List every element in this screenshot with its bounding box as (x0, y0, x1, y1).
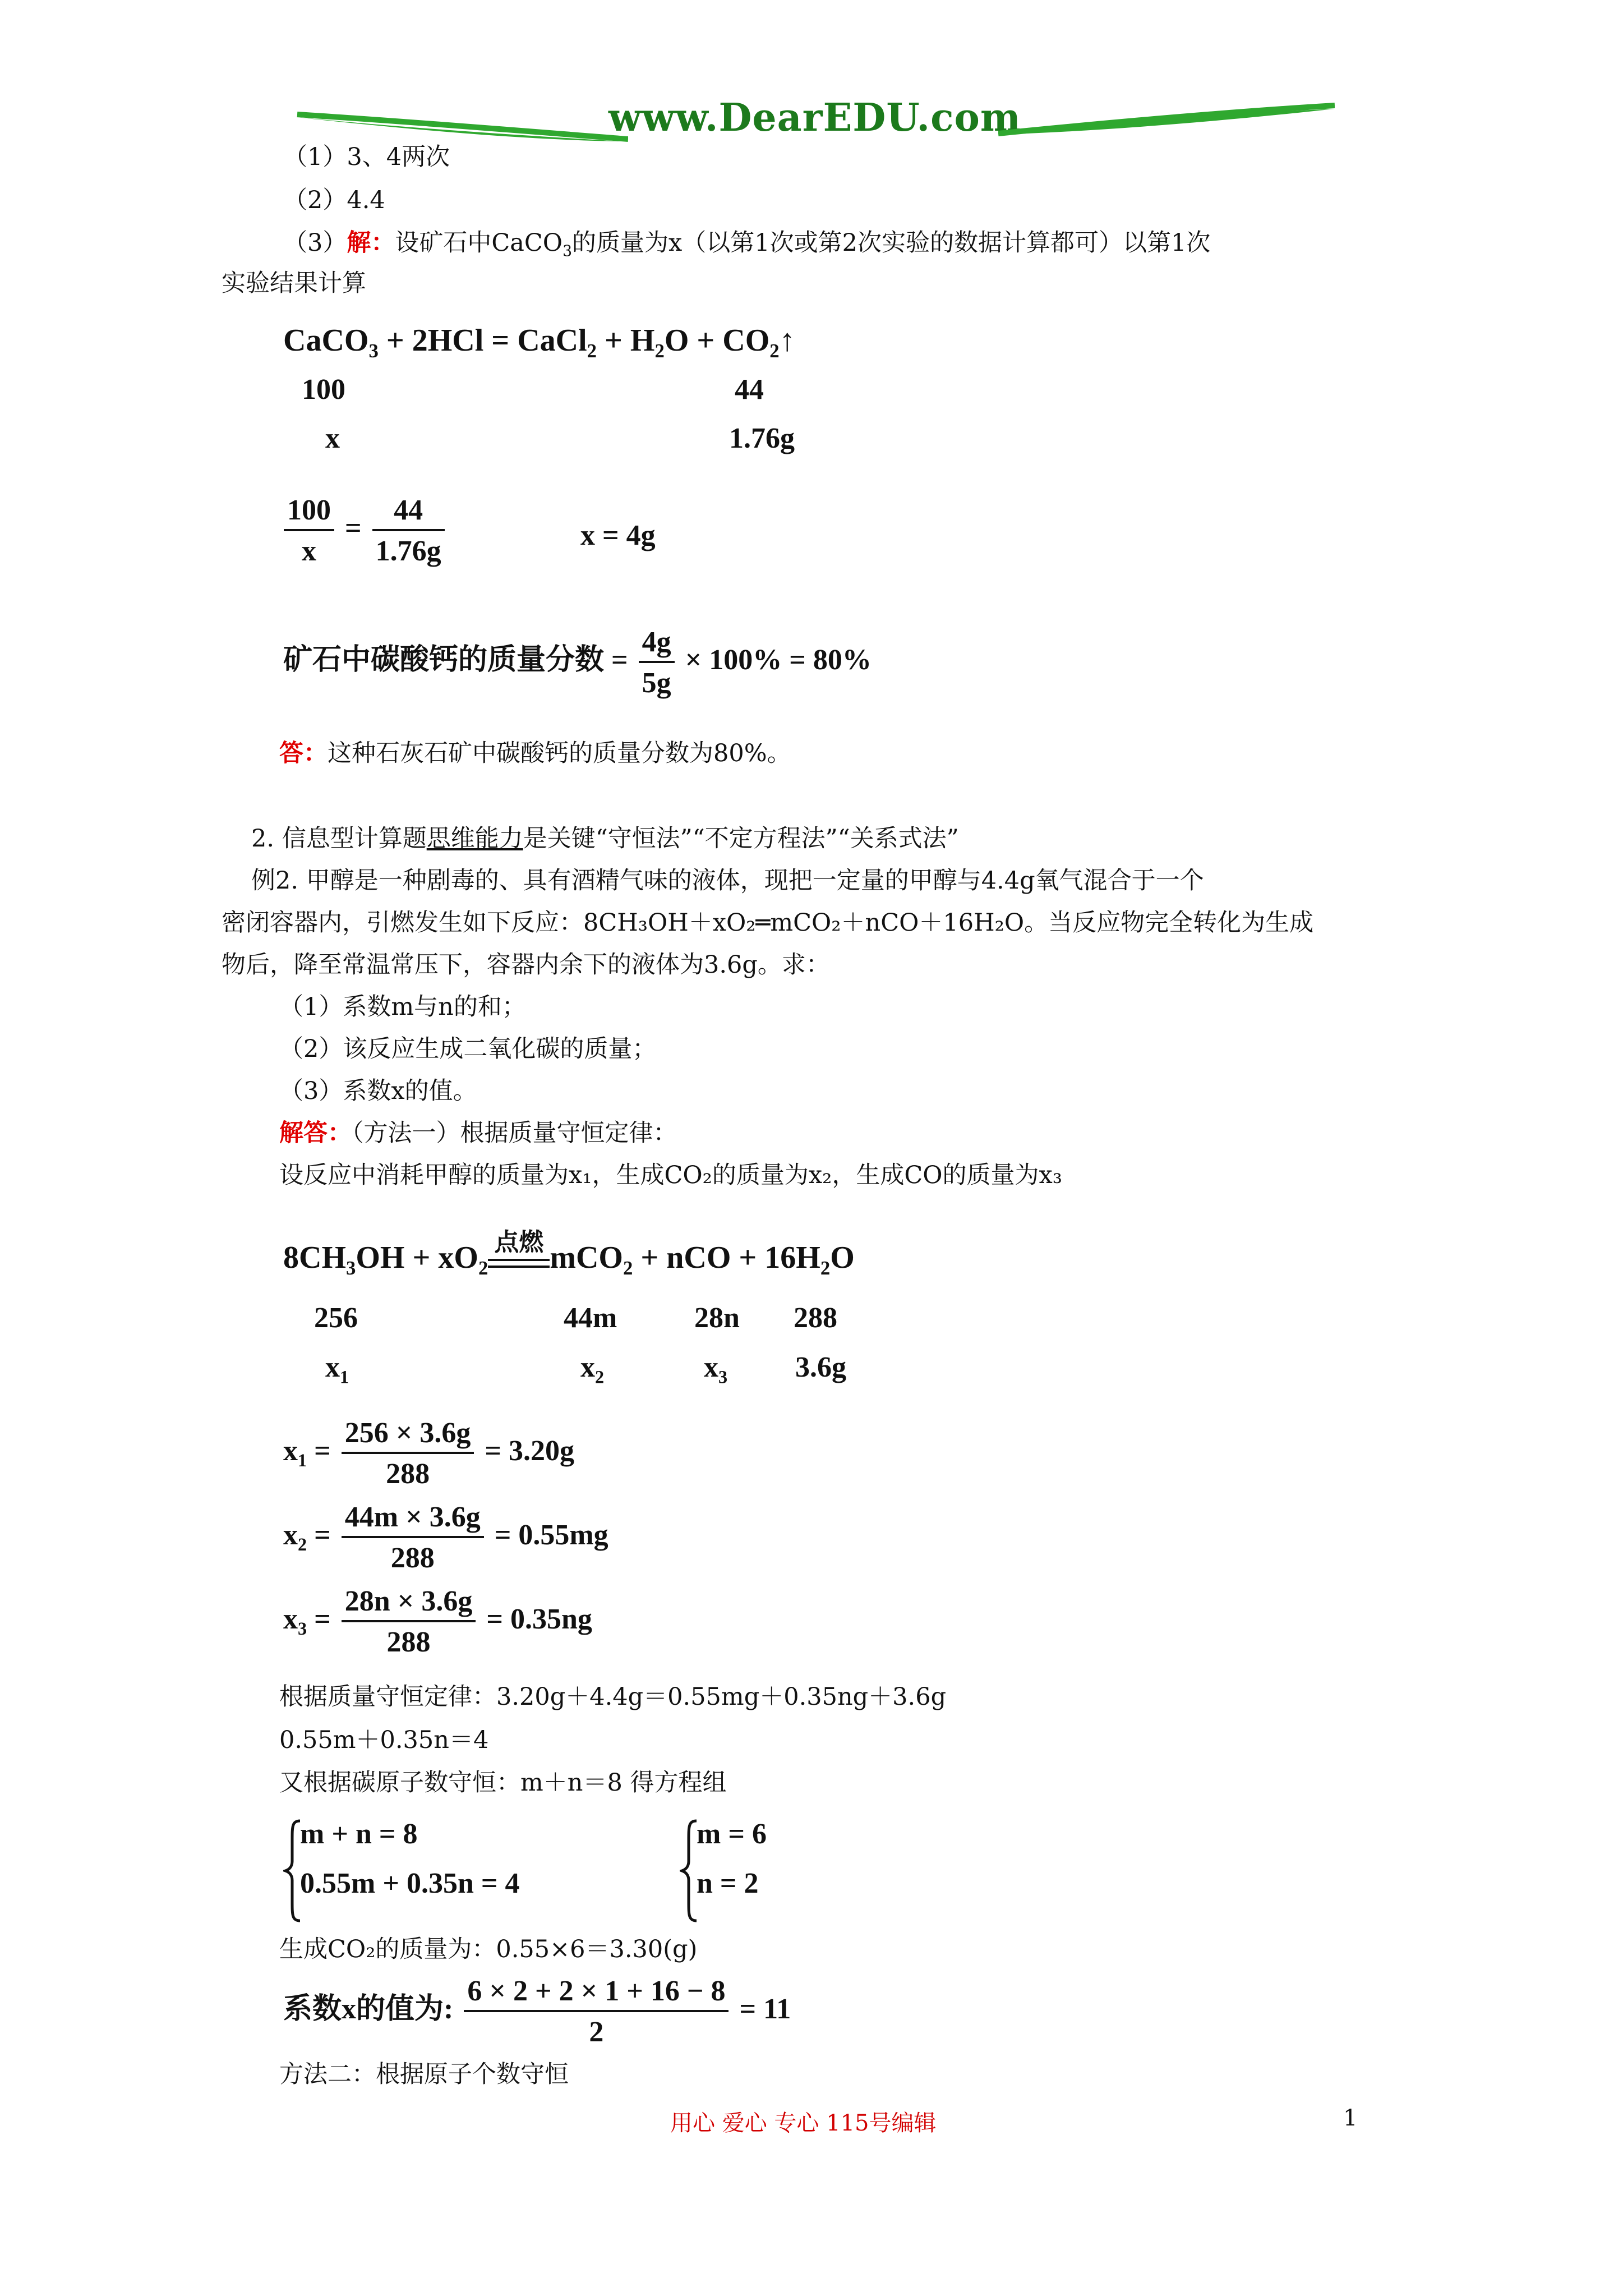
x-value-label: 系数x的值为: (283, 1993, 454, 2025)
fraction-100-x (284, 494, 334, 568)
section-title-text-2: 是关键“守恒法”“不定方程法”“关系式法” (523, 825, 959, 853)
section-2-title (251, 822, 959, 855)
ignition-condition: 点燃 (494, 1228, 544, 1256)
eq1-sub: 2 (654, 340, 665, 362)
calc-x2 (283, 1501, 608, 1575)
solution-n: n = 2 (697, 1867, 759, 1899)
eq2-row2-x1 (325, 1351, 349, 1387)
equals-sign: = (314, 1603, 331, 1635)
solution-intro (279, 1116, 677, 1150)
equals-sign: = (345, 512, 362, 544)
eq2-sub: 2 (820, 1257, 831, 1280)
fraction-num: 6 × 2 + 2 × 1 + 16 − 8 (464, 1975, 728, 2012)
fraction-num: 4g (639, 625, 675, 663)
eq2-row1-28n: 28n (694, 1302, 740, 1334)
site-logo-text: www.DearEDU.com (608, 95, 1021, 140)
eq2-row2-36g: 3.6g (795, 1351, 846, 1383)
fraction-num: 44 (372, 494, 445, 531)
answer-line-1: （1）3、4两次 (283, 143, 450, 171)
eq2-row2-x3 (704, 1351, 728, 1387)
eq2-row1-44m: 44m (564, 1302, 617, 1334)
equals-sign: = (314, 1434, 331, 1467)
footer-text: 用心 爱心 专心 115号编辑 (670, 2110, 937, 2136)
eq1-sub: 2 (587, 340, 597, 362)
eq2-nco-h: + nCO + 16H (633, 1240, 820, 1275)
conservation-line-3: 又根据碳原子数守恒：m＋n＝8 得方程组 (279, 1769, 727, 1797)
calc-result: = 0.55mg (494, 1519, 608, 1551)
question-3: （3）系数x的值。 (279, 1077, 477, 1105)
eq2-row2-x2 (580, 1351, 605, 1387)
var-x: x (325, 1351, 340, 1383)
mass-fraction-line (283, 625, 872, 700)
fraction-den: 2 (589, 2016, 604, 2048)
method-2-line: 方法二：根据原子个数守恒 (279, 2060, 569, 2088)
var-sub: 2 (298, 1534, 307, 1555)
eq2-oh-xo: OH + xO (356, 1240, 478, 1275)
eq1-o-co: O + CO (664, 323, 770, 358)
conservation-line-1: 根据质量守恒定律：3.20g＋4.4g＝0.55mg＋0.35ng＋3.6g (279, 1683, 947, 1711)
equals-sign: = (314, 1519, 331, 1551)
eq2-sub: 2 (623, 1257, 633, 1280)
result-x-4g: x = 4g (580, 519, 656, 551)
var-sub: 3 (718, 1366, 728, 1387)
eq2-ch3: 8CH (283, 1240, 346, 1275)
var-x: x (704, 1351, 718, 1383)
fraction-x1 (342, 1416, 474, 1490)
fraction-den: 1.76g (375, 535, 441, 567)
var-x: x (580, 1351, 595, 1383)
solution-intro-text: （方法一）根据质量守恒定律： (352, 1119, 677, 1147)
answer-line-3-text: 设矿石中 (395, 229, 492, 257)
solution-label-2: 解答： (279, 1119, 352, 1147)
question-2: （2）该反应生成二氧化碳的质量； (279, 1035, 657, 1063)
section-title-underlined: 思维能力 (426, 825, 523, 853)
answer-statement (279, 737, 791, 770)
solution-label: 解： (347, 229, 395, 257)
eq1-sub: 3 (368, 340, 379, 362)
calc-x1 (283, 1416, 574, 1490)
fraction-x3 (342, 1585, 476, 1659)
var-x: x (283, 1434, 298, 1467)
fraction-44-176 (372, 494, 445, 568)
eq2-o: O (830, 1240, 855, 1275)
proportion-1 (280, 494, 448, 568)
fraction-num: 44m × 3.6g (342, 1501, 484, 1538)
example-line-3: 物后，降至常温常压下，容器内余下的液体为3.6g。求： (222, 951, 830, 979)
mass-fraction-label: 矿石中碳酸钙的质量分数 = (283, 643, 628, 676)
var-x: x (283, 1519, 298, 1551)
answer-line-3 (283, 226, 1210, 260)
ignition-equals (488, 1228, 550, 1268)
co2-mass-line: 生成CO₂的质量为：0.55×6＝3.30(g) (279, 1935, 698, 1963)
eq1-row2-co2: 1.76g (729, 422, 795, 454)
x-value-result: = 11 (739, 1993, 791, 2025)
question-1: （1）系数m与n的和； (279, 993, 526, 1021)
equation-methanol (283, 1228, 855, 1280)
gas-arrow-icon: ↑ (779, 323, 795, 358)
fraction-x2 (342, 1501, 484, 1575)
eq2-sub: 2 (478, 1257, 488, 1280)
fraction-x-value (464, 1975, 728, 2049)
example-line-1: 例2. 甲醇是一种剧毒的、具有酒精气味的液体，现把一定量的甲醇与4.4g氧气混合于一个 (251, 867, 1204, 895)
eq2-row1-256: 256 (314, 1302, 358, 1334)
section-title-text: 2. 信息型计算题 (251, 825, 427, 853)
eq2-mco: mCO (550, 1240, 623, 1275)
equation-caco3-hcl (283, 323, 795, 362)
eq2-row1-288: 288 (794, 1302, 837, 1334)
eq1-h: + H (597, 323, 655, 358)
set-variables-line: 设反应中消耗甲醇的质量为x₁，生成CO₂的质量为x₂，生成CO的质量为x₃ (279, 1161, 1063, 1189)
formula-caco3: CaCO (491, 229, 563, 257)
var-sub: 1 (340, 1366, 349, 1387)
var-sub: 3 (298, 1618, 307, 1639)
answer-label: 答： (279, 739, 328, 767)
calc-result: = 3.20g (485, 1434, 575, 1467)
answer-text: 这种石灰石矿中碳酸钙的质量分数为80%。 (328, 739, 791, 767)
eq1-row1-caco3: 100 (302, 374, 345, 406)
fraction-den: x (302, 535, 316, 567)
mass-fraction-tail: × 100% = 80% (685, 643, 872, 676)
fraction-den: 288 (386, 1458, 430, 1490)
eq1-hcl-cacl: + 2HCl = CaCl (378, 323, 587, 358)
var-sub: 2 (595, 1366, 605, 1387)
x-value-line (283, 1975, 791, 2049)
var-sub: 1 (298, 1450, 307, 1471)
conservation-line-2: 0.55m＋0.35n＝4 (279, 1726, 489, 1754)
eq2-sub: 3 (346, 1257, 356, 1280)
eq1-row1-co2: 44 (735, 374, 764, 406)
calc-x3 (283, 1585, 592, 1659)
answer-line-3-prefix: （3） (283, 229, 347, 257)
answer-line-4: 实验结果计算 (222, 269, 366, 297)
answer-line-3-text-2: 的质量为x（以第1次或第2次实验的数据计算都可）以第1次 (572, 229, 1211, 257)
solution-m: m = 6 (697, 1818, 767, 1850)
var-x: x (283, 1603, 298, 1635)
leaf-swoosh-right-icon (998, 101, 1335, 146)
system-eq-2: 0.55m + 0.35n = 4 (300, 1867, 520, 1899)
fraction-num: 100 (284, 494, 334, 531)
system-eq-1: m + n = 8 (300, 1818, 418, 1850)
fraction-4g-5g (639, 625, 675, 700)
example-line-2: 密闭容器内，引燃发生如下反应：8CH₃OH＋xO₂═mCO₂＋nCO＋16H₂O。当反应物完全转化为生成 (222, 909, 1314, 937)
page-number: 1 (1343, 2105, 1358, 2131)
fraction-num: 28n × 3.6g (342, 1585, 476, 1622)
formula-sub: 3 (562, 242, 573, 260)
fraction-den: 288 (386, 1626, 431, 1658)
calc-result: = 0.35ng (486, 1603, 592, 1635)
eq1-row2-caco3: x (325, 422, 340, 454)
fraction-den: 288 (390, 1542, 435, 1574)
fraction-num: 256 × 3.6g (342, 1416, 474, 1454)
eq1-caco3: CaCO (283, 323, 369, 358)
eq1-sub: 2 (769, 340, 780, 362)
answer-line-2: （2）4.4 (283, 186, 385, 214)
fraction-den: 5g (642, 667, 671, 699)
